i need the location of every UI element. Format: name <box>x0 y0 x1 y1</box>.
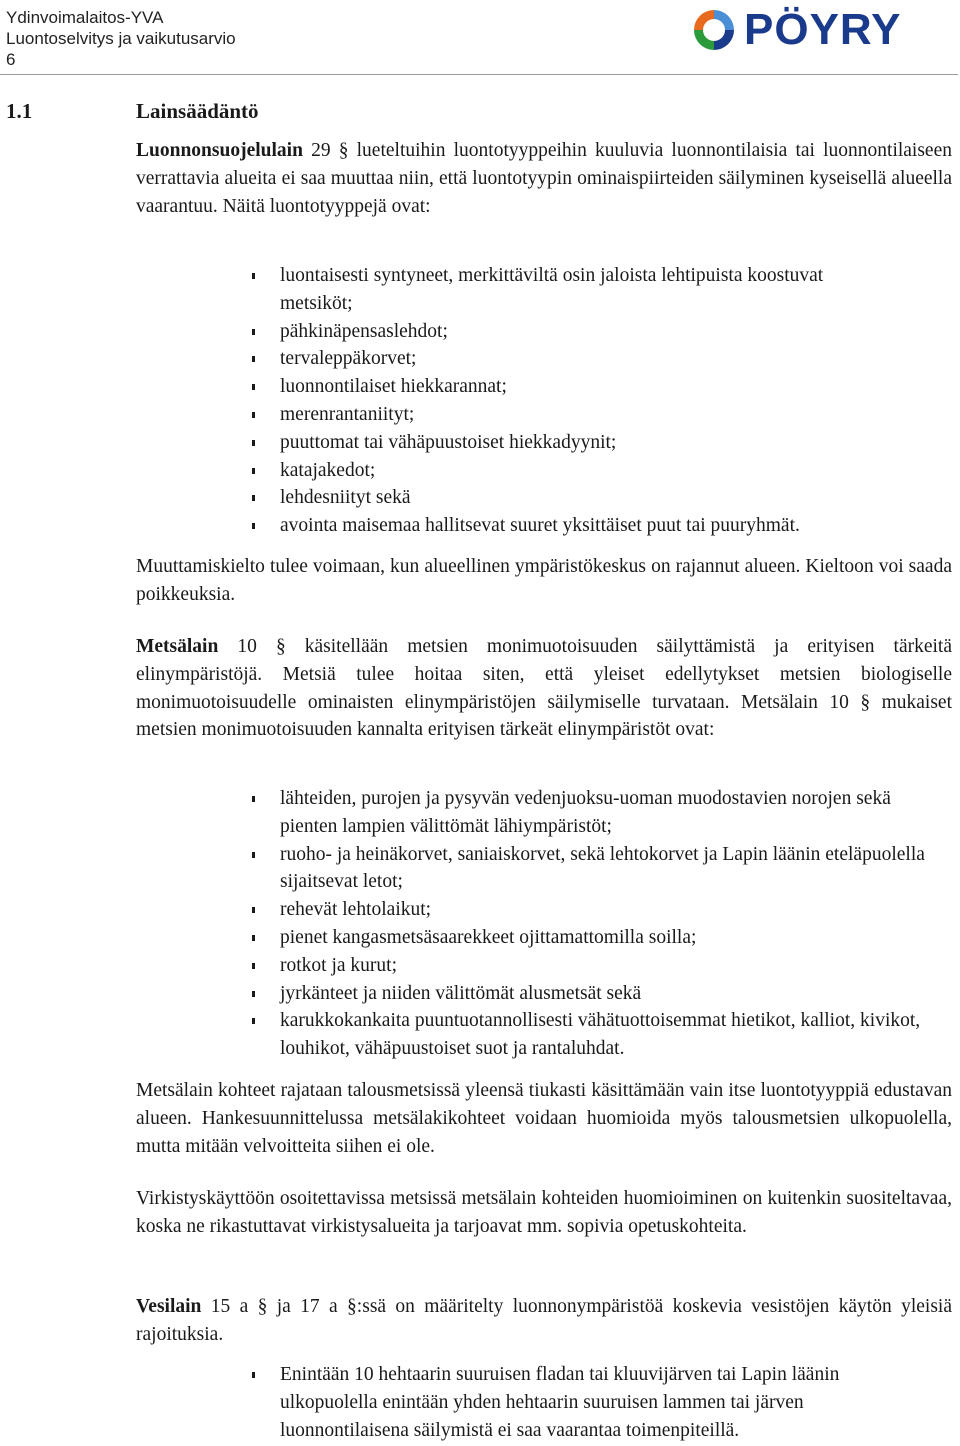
list-item: lähteiden, purojen ja pysyvän vedenjuoksu-uoman muodostavien norojen sekä pienten lampien välittömät lähiympäristöt; <box>136 785 936 841</box>
paragraph-virkistyskaytto: Virkistyskäyttöön osoitettavissa metsissä metsälain kohteiden huomioiminen on kuitenkin suositeltavaa, koska ne rikastuttavat virkistysalueita ja tarjoavat mm. sopivia opetuskohteita. <box>136 1188 952 1237</box>
bullet-list <box>136 785 936 1063</box>
list-item: Enintään 10 hehtaarin suuruisen fladan tai kluuvijärven tai Lapin läänin ulkopuolella enintään yhden hehtaarin suuruisen lammen tai järven luonnontilaisena säilymistä ei saa vaarantaa toimenpiteillä. <box>136 1361 936 1444</box>
paragraph-luonnonsuojelulaki <box>136 137 952 220</box>
list-item: jyrkänteet ja niiden välittömät alusmetsät sekä <box>136 980 936 1008</box>
list-item: rehevät lehtolaikut; <box>136 896 936 924</box>
paragraph-text: 15 a § ja 17 a §:ssä on määritelty luonnonympäristöä koskevia vesistöjen käytön yleisiä rajoituksia. <box>136 1296 952 1345</box>
water-restriction-list <box>136 1361 952 1444</box>
list-item: puuttomat tai vähäpuustoiset hiekkadyynit; <box>136 429 896 457</box>
header-text <box>6 7 236 70</box>
page-number: 6 <box>6 50 16 69</box>
paragraph-text: 29 § lueteltuihin luontotyyppeihin kuuluvia luonnontilaisia tai luonnontilaiseen verrattavia alueita ei saa muuttaa niin, että luontotyypin ominaispiirteiden säilyminen kyseisellä alueella vaarantuu. Näitä luontotyyppejä ovat: <box>136 140 952 217</box>
paragraph-text: 10 § käsitellään metsien monimuotoisuuden säilyttämistä ja erityisen tärkeitä elinympäristöjä. Metsiä tulee hoitaa siten, että yleiset edellytykset metsien biologiselle monimuotoisuudelle ominaisten elinympäristöjen säilymiselle turvataan. Metsälain 10 § mukaiset metsien monimuotoisuuden kannalta erityisen tärkeät elinympäristöt ovat: <box>136 636 952 741</box>
poyry-logo <box>686 4 954 56</box>
law-name: Vesilain <box>136 1296 202 1317</box>
habitat-type-list <box>136 262 952 540</box>
list-item: pienet kangasmetsäsaarekkeet ojittamattomilla soilla; <box>136 924 936 952</box>
list-item: luonnontilaiset hiekkarannat; <box>136 373 896 401</box>
header-divider <box>0 74 958 75</box>
poyry-swirl-icon <box>686 4 742 56</box>
document-subtitle: Luontoselvitys ja vaikutusarvio <box>6 29 236 48</box>
paragraph-vesilaki <box>136 1293 952 1349</box>
section-heading <box>6 98 259 124</box>
list-item: tervaleppäkorvet; <box>136 345 896 373</box>
paragraph-metsalaki <box>136 633 952 744</box>
bullet-list <box>136 262 896 540</box>
paragraph-muuttamiskielto: Muuttamiskielto tulee voimaan, kun alueellinen ympäristökeskus on rajannut alueen. Kieltoon voi saada poikkeuksia. <box>136 556 952 605</box>
list-item: ruoho- ja heinäkorvet, saniaiskorvet, sekä lehtokorvet ja Lapin läänin eteläpuolella sijaitsevat letot; <box>136 841 936 897</box>
logo-wordmark: PÖYRY <box>744 5 902 54</box>
list-item: karukkokankaita puuntuotannollisesti vähätuottoisemmat hietikot, kalliot, kivikot, louhikot, vähäpuustoiset suot ja rantaluhdat. <box>136 1007 936 1063</box>
document-title: Ydinvoimalaitos-YVA <box>6 8 164 27</box>
section-number: 1.1 <box>6 99 33 123</box>
list-item: luontaisesti syntyneet, merkittäviltä osin jaloista lehtipuista koostuvat metsiköt; <box>136 262 896 318</box>
bullet-list <box>136 1361 936 1444</box>
page-header <box>0 0 960 78</box>
section-title: Lainsäädäntö <box>136 99 259 123</box>
list-item: pähkinäpensaslehdot; <box>136 318 896 346</box>
forest-habitat-list <box>136 785 952 1063</box>
list-item: rotkot ja kurut; <box>136 952 936 980</box>
paragraph-metsalain-kohteet: Metsälain kohteet rajataan talousmetsissä yleensä tiukasti käsittämään vain itse luontotyyppiä edustavan alueen. Hankesuunnittelussa metsälakikohteet voidaan huomioida myös talousmetsien ulkopuolella, mutta mitään velvoitteita siihen ei ole. <box>136 1080 952 1157</box>
list-item: katajakedot; <box>136 457 896 485</box>
list-item: merenrantaniityt; <box>136 401 896 429</box>
law-name: Metsälain <box>136 636 219 657</box>
law-name: Luonnonsuojelulain <box>136 140 303 161</box>
list-item: avointa maisemaa hallitsevat suuret yksittäiset puut tai puuryhmät. <box>136 512 896 540</box>
list-item: lehdesniityt sekä <box>136 484 896 512</box>
